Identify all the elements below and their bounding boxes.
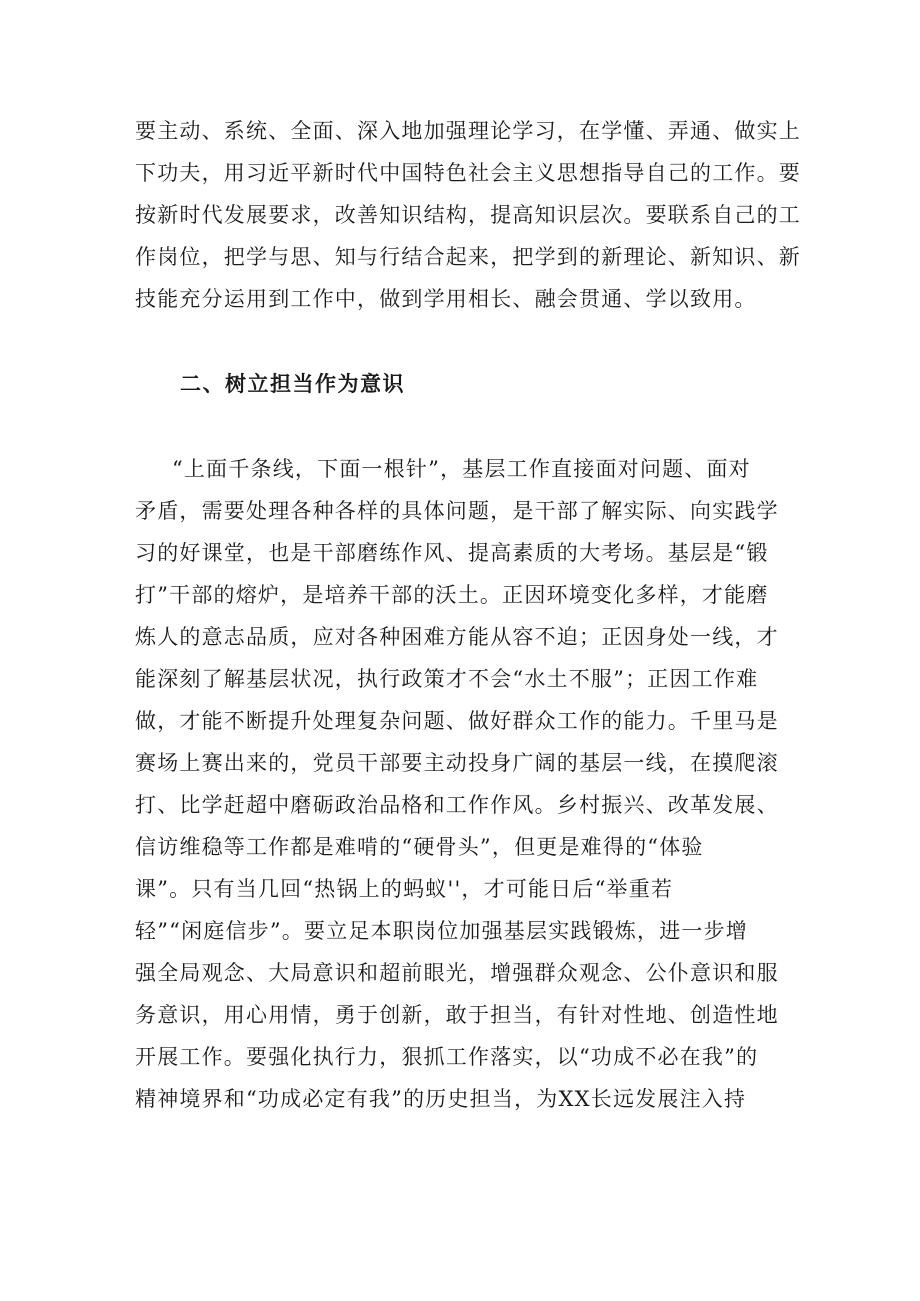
section-heading: 二、树立担当作为意识 xyxy=(180,371,405,396)
paragraph-2-line: 矛盾，需要处理各种各样的具体问题，是干部了解实际、向实践学 xyxy=(135,499,779,523)
paragraph-1-line: 要主动、系统、全面、深入地加强理论学习，在学懂、弄通、做实上 xyxy=(135,119,801,143)
paragraph-2-line: “上面千条线，下面一根针”，基层工作直接面对问题、面对 xyxy=(172,457,751,481)
paragraph-2-line: 炼人的意志品质，应对各种困难方能从容不迫；正因身处一线，才 xyxy=(135,625,779,649)
paragraph-2-line: 课”。只有当几回“热锅上的蚂蚁''，才可能日后“举重若 xyxy=(135,877,674,901)
paragraph-1-line: 作岗位，把学与思、知与行结合起来，把学到的新理论、新知识、新 xyxy=(135,245,801,269)
paragraph-2-line: 习的好课堂，也是干部磨练作风、提高素质的大考场。基层是“锻 xyxy=(135,541,769,565)
paragraph-1-line: 下功夫，用习近平新时代中国特色社会主义思想指导自己的工作。要 xyxy=(135,161,801,185)
paragraph-2-line: 赛场上赛出来的，党员干部要主动投身广阔的基层一线，在摸爬滚 xyxy=(135,751,779,775)
paragraph-2-line: 开展工作。要强化执行力，狠抓工作落实，以“功成不必在我”的 xyxy=(135,1045,759,1069)
paragraph-2-line: 打”干部的熔炉，是培养干部的沃土。正因环境变化多样，才能磨 xyxy=(135,583,769,607)
paragraph-2-line: 能深刻了解基层状况，执行政策才不会“水土不服”；正因工作难 xyxy=(135,667,759,691)
paragraph-2-line: 打、比学赶超中磨砺政治品格和工作作风。乡村振兴、改革发展、 xyxy=(135,793,779,817)
paragraph-1-line: 按新时代发展要求，改善知识结构，提高知识层次。要联系自己的工 xyxy=(135,203,801,227)
paragraph-2-line: 强全局观念、大局意识和超前眼光，增强群众观念、公仆意识和服 xyxy=(135,961,779,985)
paragraph-2-line: 做，才能不断提升处理复杂问题、做好群众工作的能力。千里马是 xyxy=(135,709,779,733)
paragraph-2-line: 务意识，用心用情，勇于创新，敢于担当，有针对性地、创造性地 xyxy=(135,1003,779,1027)
paragraph-2-line: 信访维稳等工作都是难啃的“硬骨头”，但更是难得的“体验 xyxy=(135,835,704,859)
paragraph-2-line: 精神境界和“功成必定有我”的历史担当，为XX长远发展注入持 xyxy=(135,1087,747,1111)
paragraph-1-line: 技能充分运用到工作中，做到学用相长、融会贯通、学以致用。 xyxy=(135,287,757,311)
paragraph-2-line: 轻”“闲庭信步”。要立足本职岗位加强基层实践锻炼，进一步增 xyxy=(135,919,749,943)
